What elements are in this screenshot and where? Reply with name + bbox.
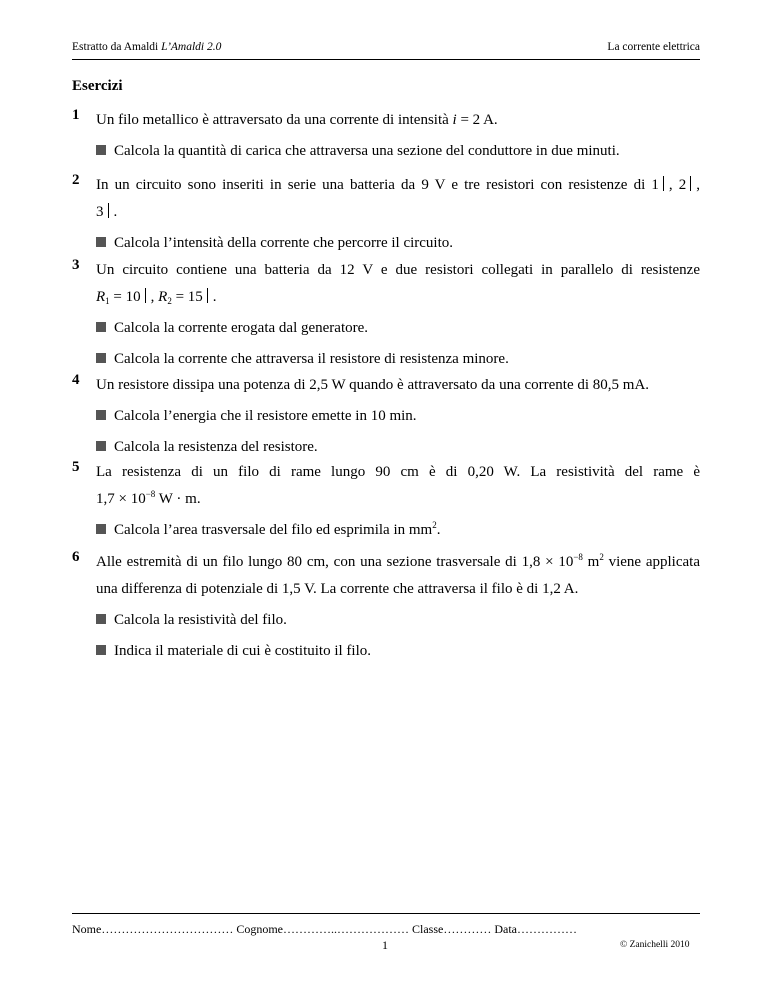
exercise-number: 3 <box>72 257 80 273</box>
square-bullet-icon <box>96 524 106 534</box>
header-book-title: L’Amaldi 2.0 <box>161 41 222 53</box>
square-bullet-icon <box>96 237 106 247</box>
task-item: Calcola la corrente che attraversa il resistore di resistenza minore. <box>96 346 700 373</box>
square-bullet-icon <box>96 410 106 420</box>
task-item: Calcola l’area trasversale del filo ed esprimila in $mm^2$. <box>96 517 700 544</box>
exercise-text-line-1: La resistenza di un filo di rame lungo 90 cm è di 0,20 W. La resistività del rame è <box>96 464 700 480</box>
page-number: 1 <box>382 938 388 952</box>
square-bullet-icon <box>96 353 106 363</box>
square-bullet-icon <box>96 645 106 655</box>
square-bullet-icon <box>96 441 106 451</box>
exercise-1 <box>72 107 700 165</box>
section-title: Esercizi <box>72 78 123 94</box>
square-bullet-icon <box>96 322 106 332</box>
exercise-text-line-2: $R_1 = 10$ , $R_2 = 15$ . <box>96 289 217 306</box>
missing-glyph-icon <box>108 203 110 218</box>
square-bullet-icon <box>96 614 106 624</box>
student-info-fields: Nome…………………………… Cognome…………..……………… Classe………… Data…………… <box>72 922 577 936</box>
exercise-text: Un filo metallico è attraversato da una corrente di intensità i = 2 A. <box>96 112 498 128</box>
exercise-4 <box>72 372 700 461</box>
task-item: Calcola l’intensità della corrente che percorre il circuito. <box>96 230 700 257</box>
exercise-text-line-2: una differenza di potenziale di 1,5 V. La corrente che attraversa il filo è di 1,2 A. <box>96 581 579 597</box>
exercise-6 <box>72 549 700 665</box>
task-item: Calcola la resistenza del resistore. <box>96 434 700 461</box>
exercise-text-line-1: In un circuito sono inseriti in serie una batteria da 9 V e tre resistori con resistenze di 1 , 2 , <box>96 177 700 193</box>
exercise-text: Un resistore dissipa una potenza di 2,5 W quando è attraversato da una corrente di 80,5 mA. <box>96 377 650 393</box>
task-item: Calcola l’energia che il resistore emette in 10 min. <box>96 403 700 430</box>
exercise-number: 2 <box>72 172 80 188</box>
page-header <box>72 38 700 60</box>
square-bullet-icon <box>96 145 106 155</box>
footer-divider <box>72 913 700 914</box>
task-item: Indica il materiale di cui è costituito il filo. <box>96 638 700 665</box>
task-item: Calcola la resistività del filo. <box>96 607 700 634</box>
header-source: Estratto da Amaldi L’Amaldi 2.0 <box>72 41 222 53</box>
exercise-number: 5 <box>72 459 80 475</box>
missing-glyph-icon <box>663 176 665 191</box>
exercise-number: 1 <box>72 107 80 123</box>
exercise-5 <box>72 459 700 544</box>
exercise-number: 4 <box>72 372 80 388</box>
exercise-text-line-2: $1,7 \times 10^{-8}$ W · m. <box>96 489 201 507</box>
exercise-3 <box>72 257 700 373</box>
exercise-text-line-1: Alle estremità di un filo lungo 80 cm, con una sezione trasversale di $1,8 \times 10^{-8}$ $m^2$ viene applicata <box>96 552 700 570</box>
exercise-text-line-2: 3 . <box>96 204 118 220</box>
header-topic: La corrente elettrica <box>607 41 700 53</box>
exercise-2 <box>72 172 700 257</box>
missing-glyph-icon <box>145 288 147 303</box>
missing-glyph-icon <box>690 176 692 191</box>
copyright-notice: © Zanichelli 2010 <box>620 940 690 950</box>
task-item: Calcola la corrente erogata dal generatore. <box>96 315 700 342</box>
task-item: Calcola la quantità di carica che attraversa una sezione del conduttore in due minuti. <box>96 138 700 165</box>
exercise-number: 6 <box>72 549 80 565</box>
exercise-text-line-1: Un circuito contiene una batteria da 12 V e due resistori collegati in parallelo di resistenze <box>96 262 700 278</box>
missing-glyph-icon <box>207 288 209 303</box>
